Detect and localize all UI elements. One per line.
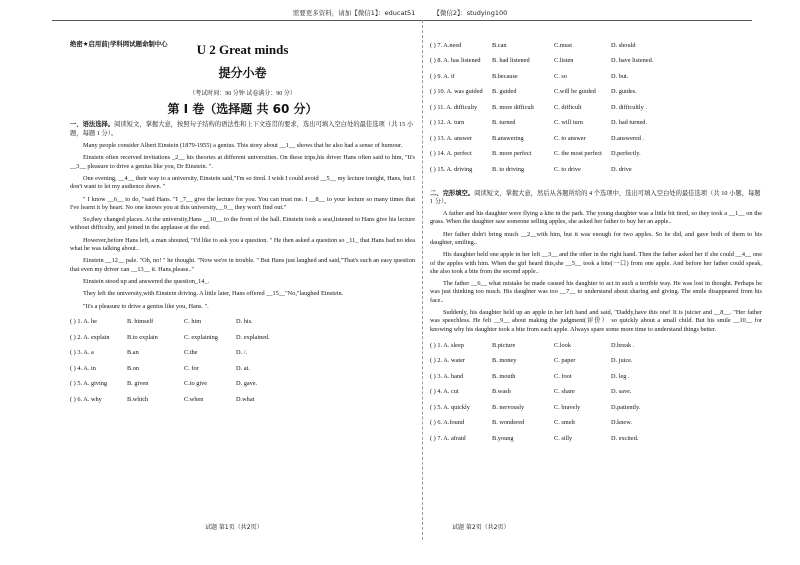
- choice-d[interactable]: D.knew.: [611, 419, 632, 427]
- page-header: [0, 8, 800, 17]
- choice-d[interactable]: D. explained.: [236, 333, 270, 341]
- option-row: [430, 100, 762, 116]
- choice-b[interactable]: B.young: [492, 434, 514, 442]
- paragraph: So,they changed places. At the university,Hans __10__ to the front of the hall. Einstein took a seat,listened to Hans give his lecture without difficulty, and joined in the applause at the end.: [70, 216, 415, 232]
- choice-b[interactable]: B. money: [492, 357, 517, 365]
- section-1-instructions: 阅读短文，掌握大意，按照句子结构的语法性和上下文连贯的要求，选出可填入空白处的最佳选项（共 15 小题，每题 1 分）。: [70, 121, 414, 137]
- choice-c[interactable]: C. bravely: [554, 403, 581, 411]
- choice-b[interactable]: B.because: [492, 72, 518, 80]
- choice-d[interactable]: D. but.: [611, 72, 629, 80]
- option-row: [430, 69, 762, 85]
- option-row: [430, 431, 762, 447]
- choice-b[interactable]: B.which: [127, 395, 149, 403]
- paragraph: One evening, __4__ their way to a university, Einstein said,"I'm so tired. I wish I could avoid __5__ my lecture tonight, Hans, but I don't want to let my audience down. ": [70, 174, 415, 191]
- choice-d[interactable]: D. have listened.: [611, 57, 654, 65]
- confidential-seal: 绝密★启用前|学科网试题命制中心: [70, 40, 168, 48]
- question-choice-a[interactable]: ( ) 9. A. if: [430, 72, 455, 80]
- option-row: [430, 415, 762, 431]
- choice-c[interactable]: C. will turn: [554, 119, 583, 127]
- option-row: [430, 338, 762, 354]
- header-wechat-1: 需要更多资料，请加【微信1】：educat51: [292, 9, 416, 17]
- choice-c[interactable]: C.listen: [554, 57, 574, 65]
- choice-b[interactable]: B. guided: [492, 88, 517, 96]
- choice-c[interactable]: C. to drive: [554, 165, 581, 173]
- passage-1: [70, 142, 415, 311]
- option-row: [430, 353, 762, 369]
- choice-b[interactable]: B.answering: [492, 134, 524, 142]
- paragraph: They left the university,with Einstein driving. A little later, Hans offered __15__"No,"laughed Einstein.: [83, 290, 344, 298]
- question-choice-a[interactable]: ( ) 12. A. turn: [430, 119, 465, 127]
- choice-c[interactable]: C.look: [554, 341, 571, 349]
- exam-meta: （考试时间：90 分钟 试卷满分：90 分）: [189, 90, 296, 97]
- passage-2: [430, 210, 762, 334]
- choice-d[interactable]: D. guides.: [611, 88, 637, 96]
- choice-c[interactable]: C.will be guided: [554, 88, 596, 96]
- question-choice-a[interactable]: ( ) 4. A. cut: [430, 388, 459, 396]
- choice-c[interactable]: C.when: [184, 395, 204, 403]
- choice-c[interactable]: C.must: [554, 41, 573, 49]
- question-choice-a[interactable]: ( ) 2. A. water: [430, 357, 465, 365]
- choice-c[interactable]: C. paper: [554, 357, 576, 365]
- choice-d[interactable]: D.answered .: [611, 134, 645, 142]
- choice-d[interactable]: D. had turned.: [611, 119, 648, 127]
- question-choice-a[interactable]: ( ) 13. A. answer: [430, 134, 472, 142]
- choice-d[interactable]: D. excited.: [611, 434, 639, 442]
- paragraph: Suddenly, his daughter held up an apple in her left hand and said, "Daddy,have this one! It is juicier and __8__. "Her father was speechless. He felt __9__ about making the judgment(评价） so quickly about a small child. But his smile __10__ for knowing why his daughter took a bite from each apple. Always spare some more time to understand things better.: [430, 309, 762, 333]
- paragraph: His daughter held one apple in her left __3__ and the other in the right hand. Then the father asked her if she could __4__ one of the apples with him. When the girl heard this,she __5__ took a bite(一口) from one apple. And before her father could speak, she also took a bite from the second apple..: [430, 251, 762, 275]
- choice-c[interactable]: C.the: [184, 349, 198, 357]
- options-list: [430, 338, 762, 447]
- question-choice-a[interactable]: ( ) 6. A.found: [430, 419, 465, 427]
- choice-b[interactable]: B. given: [127, 380, 149, 388]
- option-row: [70, 315, 415, 331]
- option-row: [70, 330, 415, 346]
- choice-b[interactable]: B. mouth: [492, 372, 516, 380]
- choice-c[interactable]: C. foot: [554, 372, 572, 380]
- option-row: [430, 54, 762, 70]
- choice-d[interactable]: D.perfectly.: [611, 150, 641, 158]
- paragraph: The father __6__ what mistake he made caused his daughter to act in such a terrible way. He was lost in thought. Perhaps he was just thinking too much. His daughter was too __7__ to understand about sharing and giving. The smile disappeared from his face..: [430, 280, 762, 304]
- choice-c[interactable]: C. the most perfect: [554, 150, 602, 158]
- choice-c[interactable]: C. difficult: [554, 103, 582, 111]
- paragraph: Her father didn't bring much __2__with him, but it was enough for two apples. So he did, and gave both of them to his daughter, smiling..: [430, 230, 762, 246]
- choice-d[interactable]: D.break .: [611, 341, 635, 349]
- part-title: 第 I 卷（选择题 共 60 分）: [167, 102, 318, 117]
- choice-d[interactable]: D. juice.: [611, 357, 633, 365]
- option-row: [430, 162, 762, 178]
- choice-b[interactable]: B. wondered: [492, 419, 525, 427]
- choice-c[interactable]: C.to give: [184, 380, 208, 388]
- question-choice-a[interactable]: ( ) 4. A. in: [70, 364, 96, 372]
- paragraph: Many people consider Albert Einstein (1879-1955) a genius. This story about __1__ shows that he also had a sense of humour.: [83, 142, 403, 150]
- choice-d[interactable]: D. drive: [611, 165, 632, 173]
- paragraph: Einstein __12__ pale. "Oh, no! " he thought. "Now we're in trouble. " But Hans just laughed and said,"That's such an easy question that even my driver can __13__ it. Hans,please..": [70, 257, 415, 273]
- choice-c[interactable]: C. for: [184, 364, 199, 372]
- choice-b[interactable]: B. himself: [127, 318, 154, 326]
- choice-c[interactable]: C. him: [184, 318, 202, 326]
- right-page: [430, 38, 762, 446]
- paragraph: A father and his daughter were flying a kite in the park. The young daughter was a little bit tired, so they took a __1__ on the grass. When the daughter saw someone selling apples, she asked her father to buy her an apple..: [430, 210, 762, 226]
- option-row: [430, 38, 762, 54]
- option-row: [430, 116, 762, 132]
- option-row: [70, 346, 415, 362]
- option-row: [430, 400, 762, 416]
- option-row: [430, 384, 762, 400]
- choice-b[interactable]: B.on: [127, 364, 140, 372]
- choice-d[interactable]: D. /.: [236, 349, 248, 357]
- paragraph: " I know __6__ to do, "said Hans. "I _7__ give the lecture for you. You can trust me. I __8__ to your lecture so many times that I've learnt it by heart. No one knows you at this university,__9__ they won't find out.": [70, 195, 415, 211]
- choice-b[interactable]: B.to explain: [127, 333, 158, 341]
- question-choice-a[interactable]: ( ) 6. A. why: [70, 395, 102, 403]
- option-row: [430, 85, 762, 101]
- question-choice-a[interactable]: ( ) 14. A. perfect: [430, 150, 472, 158]
- question-choice-a[interactable]: ( ) 5. A. giving: [70, 380, 108, 388]
- paragraph: Einstein stood up and answered the question_14_.: [83, 277, 210, 285]
- choice-d[interactable]: D. difficultly .: [611, 103, 647, 111]
- column-divider: [422, 20, 423, 540]
- choice-d[interactable]: D. gave.: [236, 380, 258, 388]
- choice-b[interactable]: B. nervously: [492, 403, 525, 411]
- choice-c[interactable]: C. explaining: [184, 333, 218, 341]
- question-choice-a[interactable]: ( ) 7. A. afraid: [430, 434, 466, 442]
- choice-d[interactable]: D. at.: [236, 364, 250, 372]
- left-page-footer: 试题 第1页（共2页）: [205, 524, 263, 531]
- choice-b[interactable]: B.picture: [492, 341, 516, 349]
- question-choice-a[interactable]: ( ) 7. A.need: [430, 41, 462, 49]
- question-choice-a[interactable]: ( ) 1. A. sleep: [430, 341, 464, 349]
- options-list: [70, 315, 415, 408]
- question-choice-a[interactable]: ( ) 5. A. quickly: [430, 403, 470, 411]
- choice-b[interactable]: B. to driving: [492, 165, 525, 173]
- question-choice-a[interactable]: ( ) 3. A. a: [70, 349, 94, 357]
- choice-d[interactable]: D. save.: [611, 388, 632, 396]
- option-row: [430, 147, 762, 163]
- right-page-footer: 试题 第2页（共2页）: [452, 524, 510, 531]
- choice-b[interactable]: B. more difficult: [492, 103, 535, 111]
- unit-title: U 2 Great minds: [196, 42, 289, 58]
- choice-b[interactable]: B. turned: [492, 119, 516, 127]
- section-2-title: 二、完形填空。: [430, 189, 475, 197]
- header-rule: [52, 20, 752, 21]
- section-1-title: 一、语法选择。: [70, 121, 115, 129]
- choice-d[interactable]: D. leg .: [611, 372, 630, 380]
- left-page: [70, 30, 415, 408]
- option-row: [70, 361, 415, 377]
- question-choice-a[interactable]: ( ) 11. A. difficulty: [430, 103, 478, 111]
- choice-c[interactable]: C. silly: [554, 434, 573, 442]
- choice-b[interactable]: B. had listened: [492, 57, 530, 65]
- choice-d[interactable]: D.what: [236, 395, 255, 403]
- options-list: [430, 38, 762, 178]
- section-2-heading: [430, 190, 762, 207]
- option-row: [70, 392, 415, 408]
- choice-d[interactable]: D. his.: [236, 318, 253, 326]
- question-choice-a[interactable]: ( ) 2. A. explain: [70, 333, 110, 341]
- question-choice-a[interactable]: ( ) 10. A. was guided: [430, 88, 483, 96]
- choice-d[interactable]: D. should: [611, 41, 636, 49]
- question-choice-a[interactable]: ( ) 15. A. driving: [430, 165, 473, 173]
- section-2-instructions: 阅读短文，掌握大意，然后从各题所给的 4 个选项中，选出可填入空白处的最佳选项（共 10 小题，每题 1 分）。: [430, 189, 761, 205]
- choice-b[interactable]: B.an: [127, 349, 139, 357]
- paragraph: However,before Hans left, a man shouted, "I'd like to ask you a question. " He then asked a question so _11_ that Hans had no idea what he was talking about..: [70, 236, 415, 253]
- choice-d[interactable]: D.patiently.: [611, 403, 641, 411]
- section-1-heading: [70, 121, 415, 138]
- paragraph: Einstein often received invitations _2__ his theories at different universities. On these trips,his driver Hans often said to him, "It's __3__ pleasure to drive a genius like you, Dr Einstein. ".: [70, 154, 415, 170]
- choice-c[interactable]: C. share: [554, 388, 575, 396]
- option-row: [430, 369, 762, 385]
- question-choice-a[interactable]: ( ) 3. A. hand: [430, 372, 464, 380]
- choice-c[interactable]: C. to answer: [554, 134, 586, 142]
- option-row: [430, 131, 762, 147]
- choice-b[interactable]: B.can: [492, 41, 507, 49]
- choice-c[interactable]: C. smelt: [554, 419, 575, 427]
- choice-b[interactable]: B. more perfect: [492, 150, 532, 158]
- question-choice-a[interactable]: ( ) 8. A. has listened: [430, 57, 481, 65]
- paragraph: "It's a pleasure to drive a genius like you, Hans. ".: [83, 302, 209, 310]
- question-choice-a[interactable]: ( ) 1. A. he: [70, 318, 97, 326]
- choice-b[interactable]: B.wash: [492, 388, 511, 396]
- option-row: [70, 377, 415, 393]
- choice-c[interactable]: C. so: [554, 72, 567, 80]
- quiz-subtitle: 提分小卷: [218, 65, 267, 80]
- header-wechat-2: 【微信2】：studying100: [433, 9, 508, 17]
